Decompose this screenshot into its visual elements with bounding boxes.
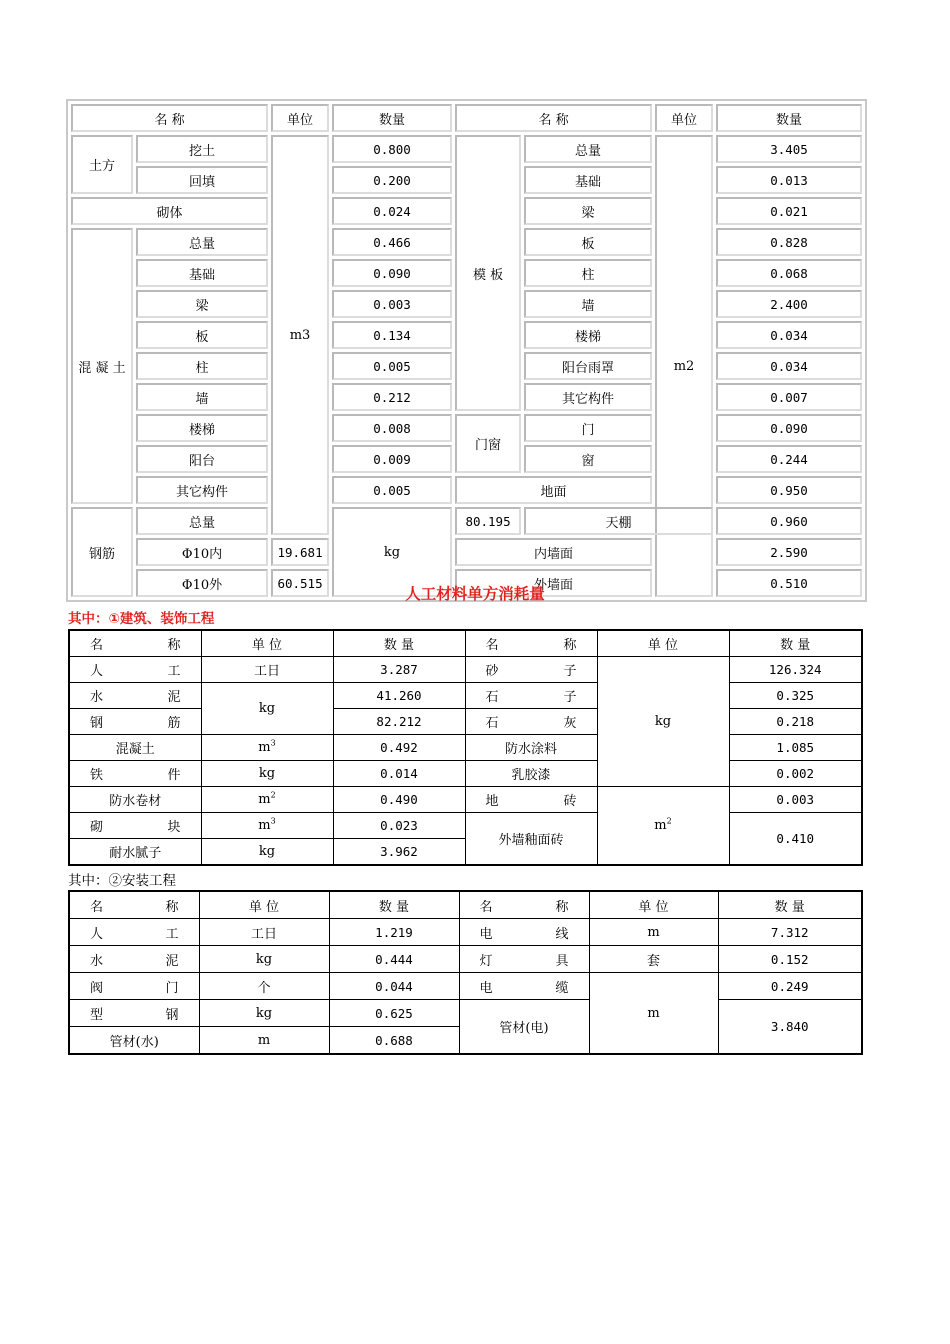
item-qty: 0.490 bbox=[333, 787, 465, 813]
header-name: 名 称 bbox=[69, 630, 201, 657]
unit-kg: kg bbox=[332, 507, 452, 597]
item-name: 梁 bbox=[136, 290, 268, 318]
header-name: 名 称 bbox=[459, 891, 589, 919]
table-row bbox=[69, 1000, 862, 1027]
installation-materials-table bbox=[68, 890, 863, 1055]
item-qty: 0.410 bbox=[729, 813, 862, 866]
item-name: 地面 bbox=[455, 476, 652, 504]
page-title: 人工材料单方消耗量 bbox=[405, 585, 545, 603]
item-qty: 0.009 bbox=[332, 445, 452, 473]
item-name: 石 灰 bbox=[465, 709, 597, 735]
header-unit: 单 位 bbox=[201, 630, 333, 657]
item-name: Φ10内 bbox=[136, 538, 268, 566]
item-unit: kg bbox=[201, 683, 333, 735]
item-qty: 0.152 bbox=[718, 946, 862, 973]
item-qty: 0.510 bbox=[716, 569, 862, 597]
unit-text: m bbox=[258, 740, 271, 755]
section-caption: 其中：②安装工程 bbox=[68, 873, 176, 889]
item-qty: 2.590 bbox=[716, 538, 862, 566]
item-name: 基础 bbox=[136, 259, 268, 287]
item-qty: 0.800 bbox=[332, 135, 452, 163]
table-row bbox=[69, 919, 862, 946]
header-qty: 数 量 bbox=[718, 891, 862, 919]
item-qty: 0.134 bbox=[332, 321, 452, 349]
item-name: 回填 bbox=[136, 166, 268, 194]
item-name: 基础 bbox=[524, 166, 652, 194]
table-row bbox=[69, 946, 862, 973]
table-row bbox=[71, 476, 862, 504]
item-unit: 个 bbox=[199, 973, 329, 1000]
item-qty: 0.005 bbox=[332, 352, 452, 380]
table-row bbox=[69, 735, 862, 761]
item-name: 砂 子 bbox=[465, 657, 597, 683]
unit-text: m bbox=[258, 818, 271, 833]
item-name: 楼梯 bbox=[524, 321, 652, 349]
quantity-table bbox=[66, 99, 867, 602]
item-name: 灯 具 bbox=[459, 946, 589, 973]
item-name: 石 子 bbox=[465, 683, 597, 709]
item-name: 内墙面 bbox=[455, 538, 652, 566]
item-name: 水 泥 bbox=[69, 683, 201, 709]
item-qty: 0.024 bbox=[332, 197, 452, 225]
table-row bbox=[69, 630, 862, 657]
item-name: 墙 bbox=[524, 290, 652, 318]
item-qty: 3.962 bbox=[333, 839, 465, 866]
unit-superscript: 3 bbox=[270, 738, 276, 748]
item-qty: 19.681 bbox=[271, 538, 329, 566]
item-name: 防水涂料 bbox=[465, 735, 597, 761]
item-name: 地 砖 bbox=[465, 787, 597, 813]
item-unit: m bbox=[199, 1027, 329, 1055]
item-qty: 0.003 bbox=[729, 787, 862, 813]
item-name: 柱 bbox=[524, 259, 652, 287]
item-name: 管材(水) bbox=[69, 1027, 199, 1055]
header-qty: 数 量 bbox=[329, 891, 459, 919]
item-qty: 0.002 bbox=[729, 761, 862, 787]
item-qty: 0.625 bbox=[329, 1000, 459, 1027]
item-qty: 0.688 bbox=[329, 1027, 459, 1055]
doors-windows-label: 门窗 bbox=[455, 414, 521, 473]
item-qty: 2.400 bbox=[716, 290, 862, 318]
item-name: 阳台 bbox=[136, 445, 268, 473]
item-name: 板 bbox=[524, 228, 652, 256]
item-qty: 0.008 bbox=[332, 414, 452, 442]
header-unit: 单位 bbox=[271, 104, 329, 132]
item-name: 混凝土 bbox=[69, 735, 201, 761]
item-name: 型 钢 bbox=[69, 1000, 199, 1027]
item-unit: kg bbox=[201, 761, 333, 787]
unit-superscript: 2 bbox=[270, 790, 276, 800]
masonry-label: 砌体 bbox=[71, 197, 268, 225]
item-unit: kg bbox=[201, 839, 333, 866]
item-name: 电 缆 bbox=[459, 973, 589, 1000]
table-row bbox=[71, 414, 862, 442]
table-row bbox=[69, 657, 862, 683]
item-name: 总量 bbox=[524, 135, 652, 163]
item-qty: 0.044 bbox=[329, 973, 459, 1000]
item-qty: 0.325 bbox=[729, 683, 862, 709]
item-name: 天棚 bbox=[524, 507, 713, 535]
item-qty: 0.218 bbox=[729, 709, 862, 735]
item-unit: m bbox=[589, 973, 718, 1055]
item-name: 外墙面 bbox=[455, 569, 652, 597]
item-qty: 0.960 bbox=[716, 507, 862, 535]
header-name: 名 称 bbox=[69, 891, 199, 919]
item-qty: 1.219 bbox=[329, 919, 459, 946]
item-name: 楼梯 bbox=[136, 414, 268, 442]
item-name: 铁 件 bbox=[69, 761, 201, 787]
item-qty: 0.200 bbox=[332, 166, 452, 194]
item-qty: 0.034 bbox=[716, 352, 862, 380]
item-unit: 套 bbox=[589, 946, 718, 973]
item-unit: 工日 bbox=[201, 657, 333, 683]
item-name: 砌 块 bbox=[69, 813, 201, 839]
table-row bbox=[69, 973, 862, 1000]
item-qty: 0.090 bbox=[332, 259, 452, 287]
item-name: 门 bbox=[524, 414, 652, 442]
item-qty: 7.312 bbox=[718, 919, 862, 946]
table-row bbox=[71, 507, 862, 535]
unit-text: m bbox=[258, 792, 271, 807]
section-caption: 其中：①建筑、装饰工程 bbox=[68, 611, 215, 627]
item-qty: 0.828 bbox=[716, 228, 862, 256]
item-name: 管材(电) bbox=[459, 1000, 589, 1055]
item-qty: 0.021 bbox=[716, 197, 862, 225]
header-unit: 单 位 bbox=[589, 891, 718, 919]
header-unit: 单 位 bbox=[597, 630, 729, 657]
item-qty: 0.244 bbox=[716, 445, 862, 473]
item-qty: 0.003 bbox=[332, 290, 452, 318]
unit-m3: m3 bbox=[271, 135, 329, 535]
item-name: 梁 bbox=[524, 197, 652, 225]
item-name: Φ10外 bbox=[136, 569, 268, 597]
header-name: 名 称 bbox=[465, 630, 597, 657]
header-unit: 单位 bbox=[655, 104, 713, 132]
item-unit bbox=[201, 735, 333, 761]
table-row bbox=[69, 813, 862, 839]
rebar-label: 钢筋 bbox=[71, 507, 133, 597]
item-name: 外墙釉面砖 bbox=[465, 813, 597, 866]
item-unit: m bbox=[589, 919, 718, 946]
table-row bbox=[69, 761, 862, 787]
header-qty: 数量 bbox=[716, 104, 862, 132]
construction-materials-table bbox=[68, 629, 863, 866]
item-name: 板 bbox=[136, 321, 268, 349]
item-qty: 0.466 bbox=[332, 228, 452, 256]
table-row bbox=[69, 891, 862, 919]
earthwork-label: 土方 bbox=[71, 135, 133, 194]
item-qty: 0.212 bbox=[332, 383, 452, 411]
item-name: 其它构件 bbox=[136, 476, 268, 504]
item-name: 人 工 bbox=[69, 657, 201, 683]
item-name: 钢 筋 bbox=[69, 709, 201, 735]
header-name: 名 称 bbox=[455, 104, 652, 132]
item-qty: 0.034 bbox=[716, 321, 862, 349]
table-row bbox=[71, 104, 862, 132]
item-qty: 0.090 bbox=[716, 414, 862, 442]
table-row bbox=[71, 538, 862, 566]
item-qty: 0.013 bbox=[716, 166, 862, 194]
table-row bbox=[69, 787, 862, 813]
item-name: 防水卷材 bbox=[69, 787, 201, 813]
item-name: 人 工 bbox=[69, 919, 199, 946]
item-qty: 0.492 bbox=[333, 735, 465, 761]
concrete-label: 混 凝 土 bbox=[71, 228, 133, 504]
unit-m2: m2 bbox=[655, 135, 713, 597]
item-name: 水 泥 bbox=[69, 946, 199, 973]
item-qty: 0.014 bbox=[333, 761, 465, 787]
item-name: 挖土 bbox=[136, 135, 268, 163]
item-qty: 82.212 bbox=[333, 709, 465, 735]
item-qty: 0.444 bbox=[329, 946, 459, 973]
item-unit bbox=[201, 787, 333, 813]
table-row bbox=[69, 709, 862, 735]
item-qty: 3.405 bbox=[716, 135, 862, 163]
unit-superscript: 3 bbox=[270, 816, 276, 826]
item-qty: 126.324 bbox=[729, 657, 862, 683]
item-qty: 0.249 bbox=[718, 973, 862, 1000]
item-name: 总量 bbox=[136, 228, 268, 256]
item-unit: 工日 bbox=[199, 919, 329, 946]
item-name: 乳胶漆 bbox=[465, 761, 597, 787]
item-qty: 3.287 bbox=[333, 657, 465, 683]
item-name: 其它构件 bbox=[524, 383, 652, 411]
item-qty: 0.023 bbox=[333, 813, 465, 839]
item-name: 窗 bbox=[524, 445, 652, 473]
item-name: 墙 bbox=[136, 383, 268, 411]
table-row bbox=[69, 683, 862, 709]
item-name: 总量 bbox=[136, 507, 268, 535]
item-name: 电 线 bbox=[459, 919, 589, 946]
item-unit: kg bbox=[199, 1000, 329, 1027]
header-qty: 数量 bbox=[332, 104, 452, 132]
item-qty: 1.085 bbox=[729, 735, 862, 761]
item-qty: 0.950 bbox=[716, 476, 862, 504]
unit-text: m bbox=[654, 818, 667, 833]
item-name: 阀 门 bbox=[69, 973, 199, 1000]
item-unit: kg bbox=[597, 657, 729, 787]
item-name: 柱 bbox=[136, 352, 268, 380]
item-qty: 80.195 bbox=[455, 507, 521, 535]
item-qty: 0.068 bbox=[716, 259, 862, 287]
item-unit bbox=[201, 813, 333, 839]
item-qty: 3.840 bbox=[718, 1000, 862, 1055]
header-name: 名 称 bbox=[71, 104, 268, 132]
table-row bbox=[71, 135, 862, 163]
item-qty: 60.515 bbox=[271, 569, 329, 597]
item-qty: 0.007 bbox=[716, 383, 862, 411]
header-qty: 数 量 bbox=[729, 630, 862, 657]
unit-superscript: 2 bbox=[666, 816, 672, 826]
item-unit bbox=[597, 787, 729, 866]
item-name: 阳台雨罩 bbox=[524, 352, 652, 380]
item-name: 耐水腻子 bbox=[69, 839, 201, 866]
formwork-label: 模 板 bbox=[455, 135, 521, 411]
item-qty: 41.260 bbox=[333, 683, 465, 709]
item-unit: kg bbox=[199, 946, 329, 973]
item-qty: 0.005 bbox=[332, 476, 452, 504]
header-unit: 单 位 bbox=[199, 891, 329, 919]
header-qty: 数 量 bbox=[333, 630, 465, 657]
